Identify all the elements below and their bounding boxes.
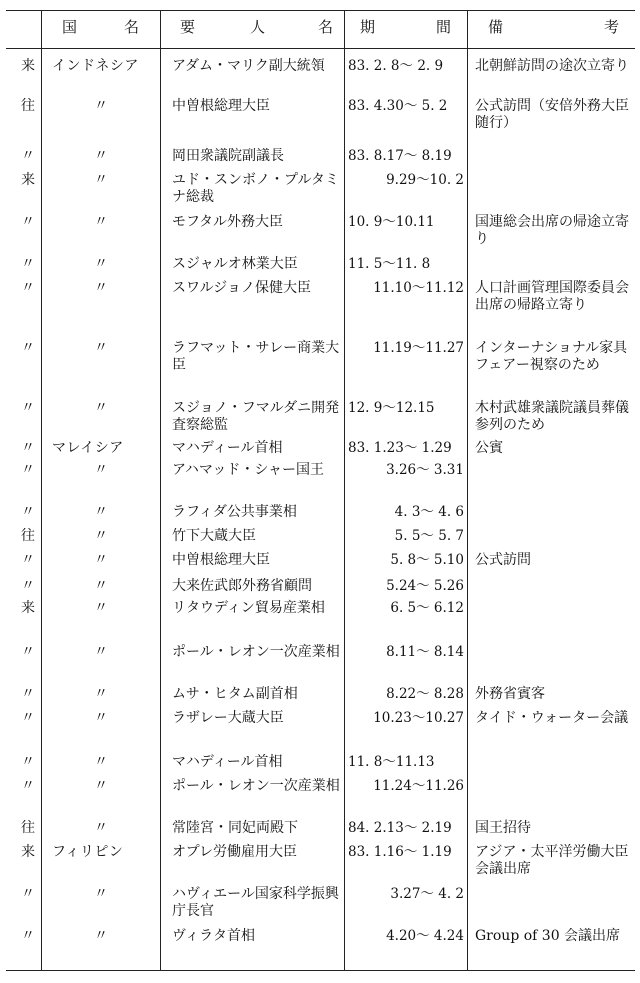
country-cell: 〃	[94, 886, 109, 902]
country-cell: 〃	[94, 504, 109, 520]
country-cell: 〃	[94, 148, 109, 164]
direction-cell: 往	[21, 528, 35, 544]
person-cell: 竹下大蔵大臣	[172, 528, 256, 544]
direction-cell: 〃	[21, 400, 35, 416]
direction-cell: 〃	[21, 340, 35, 356]
direction-cell: 〃	[21, 504, 35, 520]
direction-cell: 〃	[21, 928, 35, 944]
person-cell: ムサ・ヒタム副首相	[172, 686, 298, 702]
direction-cell: 往	[21, 98, 35, 114]
person-cell: ポール・レオン一次産業相	[172, 644, 340, 660]
period-cell: 5. 8〜 5.10	[390, 552, 464, 568]
person-cell: スワルジョノ保健大臣	[172, 280, 311, 296]
period-cell: 5. 5〜 5. 7	[394, 528, 464, 544]
person-cell: マハディール首相	[172, 440, 283, 456]
country-cell: 〃	[94, 172, 109, 188]
country-cell: 〃	[94, 820, 109, 836]
column-divider	[160, 10, 161, 970]
country-cell: 〃	[94, 280, 109, 296]
person-cell: 岡田衆議院副議長	[172, 148, 284, 164]
remarks-cell: 公式訪問（安倍外務大臣随行）	[475, 98, 629, 131]
person-cell: ラフマット・サレー商業大臣	[172, 340, 340, 373]
person-cell: オプレ労働雇用大臣	[172, 844, 298, 860]
column-divider	[467, 10, 468, 970]
period-cell: 5.24〜 5.26	[386, 578, 464, 594]
header-char: 間	[436, 18, 452, 36]
period-cell: 4. 3〜 4. 6	[394, 504, 464, 520]
country-cell: 〃	[94, 256, 109, 272]
person-cell: アハマッド・シャー国王	[172, 462, 325, 478]
period-cell: 8.22〜 8.28	[386, 686, 464, 702]
header-char: 備	[488, 18, 504, 36]
period-cell: 83. 2. 8〜 2. 9	[348, 58, 444, 74]
country-cell: 〃	[94, 778, 109, 794]
direction-cell: 〃	[21, 754, 35, 770]
header-char: 考	[604, 18, 620, 36]
remarks-cell: 外務省賓客	[475, 686, 545, 702]
remarks-cell: 公式訪問	[475, 552, 531, 568]
person-cell: アダム・マリク副大統領	[172, 58, 325, 74]
direction-cell: 来	[21, 844, 35, 860]
header-char: 人	[250, 18, 266, 36]
country-cell: 〃	[94, 928, 109, 944]
country-cell: 〃	[94, 710, 109, 726]
remarks-cell: アジア・太平洋労働大臣会議出席	[475, 844, 629, 877]
direction-cell: 〃	[21, 148, 35, 164]
person-cell: 大来佐武郎外務省顧問	[172, 578, 312, 594]
person-cell: スジョノ・フマルダニ開発査察総監	[172, 400, 340, 433]
direction-cell: 来	[21, 600, 35, 616]
header-char: 国	[62, 18, 78, 36]
column-divider	[41, 10, 42, 970]
direction-cell: 〃	[21, 256, 35, 272]
direction-cell: 〃	[21, 462, 35, 478]
direction-cell: 〃	[21, 644, 35, 660]
direction-cell: 〃	[21, 280, 35, 296]
table-top-rule	[6, 10, 635, 11]
period-cell: 10. 9〜10.11	[348, 214, 435, 230]
person-cell: ハヴィエール国家科学振興庁長官	[172, 886, 339, 919]
direction-cell: 〃	[21, 552, 35, 568]
remarks-cell: 人口計画管理国際委員会出席の帰路立寄り	[475, 280, 629, 313]
header-char: 名	[124, 18, 140, 36]
period-cell: 8.11〜 8.14	[386, 644, 464, 660]
person-cell: ラザレー大蔵大臣	[172, 710, 284, 726]
period-cell: 3.27〜 4. 2	[390, 886, 464, 902]
remarks-cell: 公賓	[475, 440, 503, 456]
person-cell: ラフィダ公共事業相	[172, 504, 297, 520]
person-cell: モフタル外務大臣	[172, 214, 284, 230]
period-cell: 3.26〜 3.31	[386, 462, 464, 478]
remarks-cell: タイド・ウォーター会議	[475, 710, 629, 726]
country-cell: 〃	[94, 644, 109, 660]
direction-cell: 〃	[21, 214, 35, 230]
period-cell: 11. 8〜11.13	[348, 754, 435, 770]
header-char: 名	[318, 18, 334, 36]
country-cell: フィリピン	[52, 844, 124, 860]
period-cell: 11.10〜11.12	[373, 280, 464, 296]
country-cell: マレイシア	[52, 440, 124, 456]
period-cell: 83. 1.16〜 1.19	[348, 844, 452, 860]
person-cell: 常陸宮・同妃両殿下	[172, 820, 298, 836]
country-cell: 〃	[94, 462, 109, 478]
country-cell: 〃	[94, 214, 109, 230]
direction-cell: 〃	[21, 886, 35, 902]
country-cell: 〃	[94, 600, 109, 616]
country-cell: 〃	[94, 578, 109, 594]
direction-cell: 〃	[21, 686, 35, 702]
period-cell: 6. 5〜 6.12	[390, 600, 464, 616]
period-cell: 10.23〜10.27	[373, 710, 464, 726]
period-cell: 83. 8.17〜 8.19	[348, 148, 452, 164]
person-cell: 中曽根総理大臣	[172, 552, 270, 568]
direction-cell: 来	[21, 172, 35, 188]
direction-cell: 往	[21, 820, 35, 836]
person-cell: リタウディン貿易産業相	[172, 600, 325, 616]
person-cell: ヴィラタ首相	[172, 928, 256, 944]
direction-cell: 来	[21, 58, 35, 74]
person-cell: マハディール首相	[172, 754, 283, 770]
column-divider	[344, 10, 345, 970]
direction-cell: 〃	[21, 710, 35, 726]
remarks-cell: Group of 30 会議出席	[475, 928, 621, 944]
period-cell: 11. 5〜11. 8	[348, 256, 431, 272]
country-cell: 〃	[94, 400, 109, 416]
period-cell: 11.24〜11.26	[373, 778, 464, 794]
remarks-cell: インターナショナル家具フェアー視察のため	[475, 340, 628, 373]
direction-cell: 〃	[21, 778, 35, 794]
remarks-cell: 木村武雄衆議院議員葬儀参列のため	[475, 400, 629, 433]
period-cell: 9.29〜10. 2	[386, 172, 464, 188]
person-cell: ユド・スンボノ・プルタミナ総裁	[172, 172, 339, 205]
period-cell: 83. 4.30〜 5. 2	[348, 98, 448, 114]
direction-cell: 〃	[21, 578, 35, 594]
country-cell: 〃	[94, 552, 109, 568]
country-cell: 〃	[94, 98, 109, 114]
country-cell: 〃	[94, 528, 109, 544]
country-cell: インドネシア	[52, 58, 139, 74]
period-cell: 12. 9〜12.15	[348, 400, 435, 416]
remarks-cell: 国王招待	[475, 820, 531, 836]
remarks-cell: 国連総会出席の帰途立寄り	[475, 214, 629, 247]
country-cell: 〃	[94, 340, 109, 356]
period-cell: 84. 2.13〜 2.19	[348, 820, 452, 836]
period-cell: 11.19〜11.27	[373, 340, 464, 356]
header-char: 期	[360, 18, 376, 36]
country-cell: 〃	[94, 686, 109, 702]
table-header-rule	[6, 48, 635, 49]
table-bottom-rule	[6, 970, 635, 971]
direction-cell: 〃	[21, 440, 35, 456]
period-cell: 4.20〜 4.24	[386, 928, 464, 944]
person-cell: 中曽根総理大臣	[172, 98, 270, 114]
person-cell: スジャルオ林業大臣	[172, 256, 298, 272]
country-cell: 〃	[94, 754, 109, 770]
remarks-cell: 北朝鮮訪問の途次立寄り	[475, 58, 629, 74]
person-cell: ポール・レオン一次産業相	[172, 778, 340, 794]
header-char: 要	[180, 18, 196, 36]
period-cell: 83. 1.23〜 1.29	[348, 440, 452, 456]
